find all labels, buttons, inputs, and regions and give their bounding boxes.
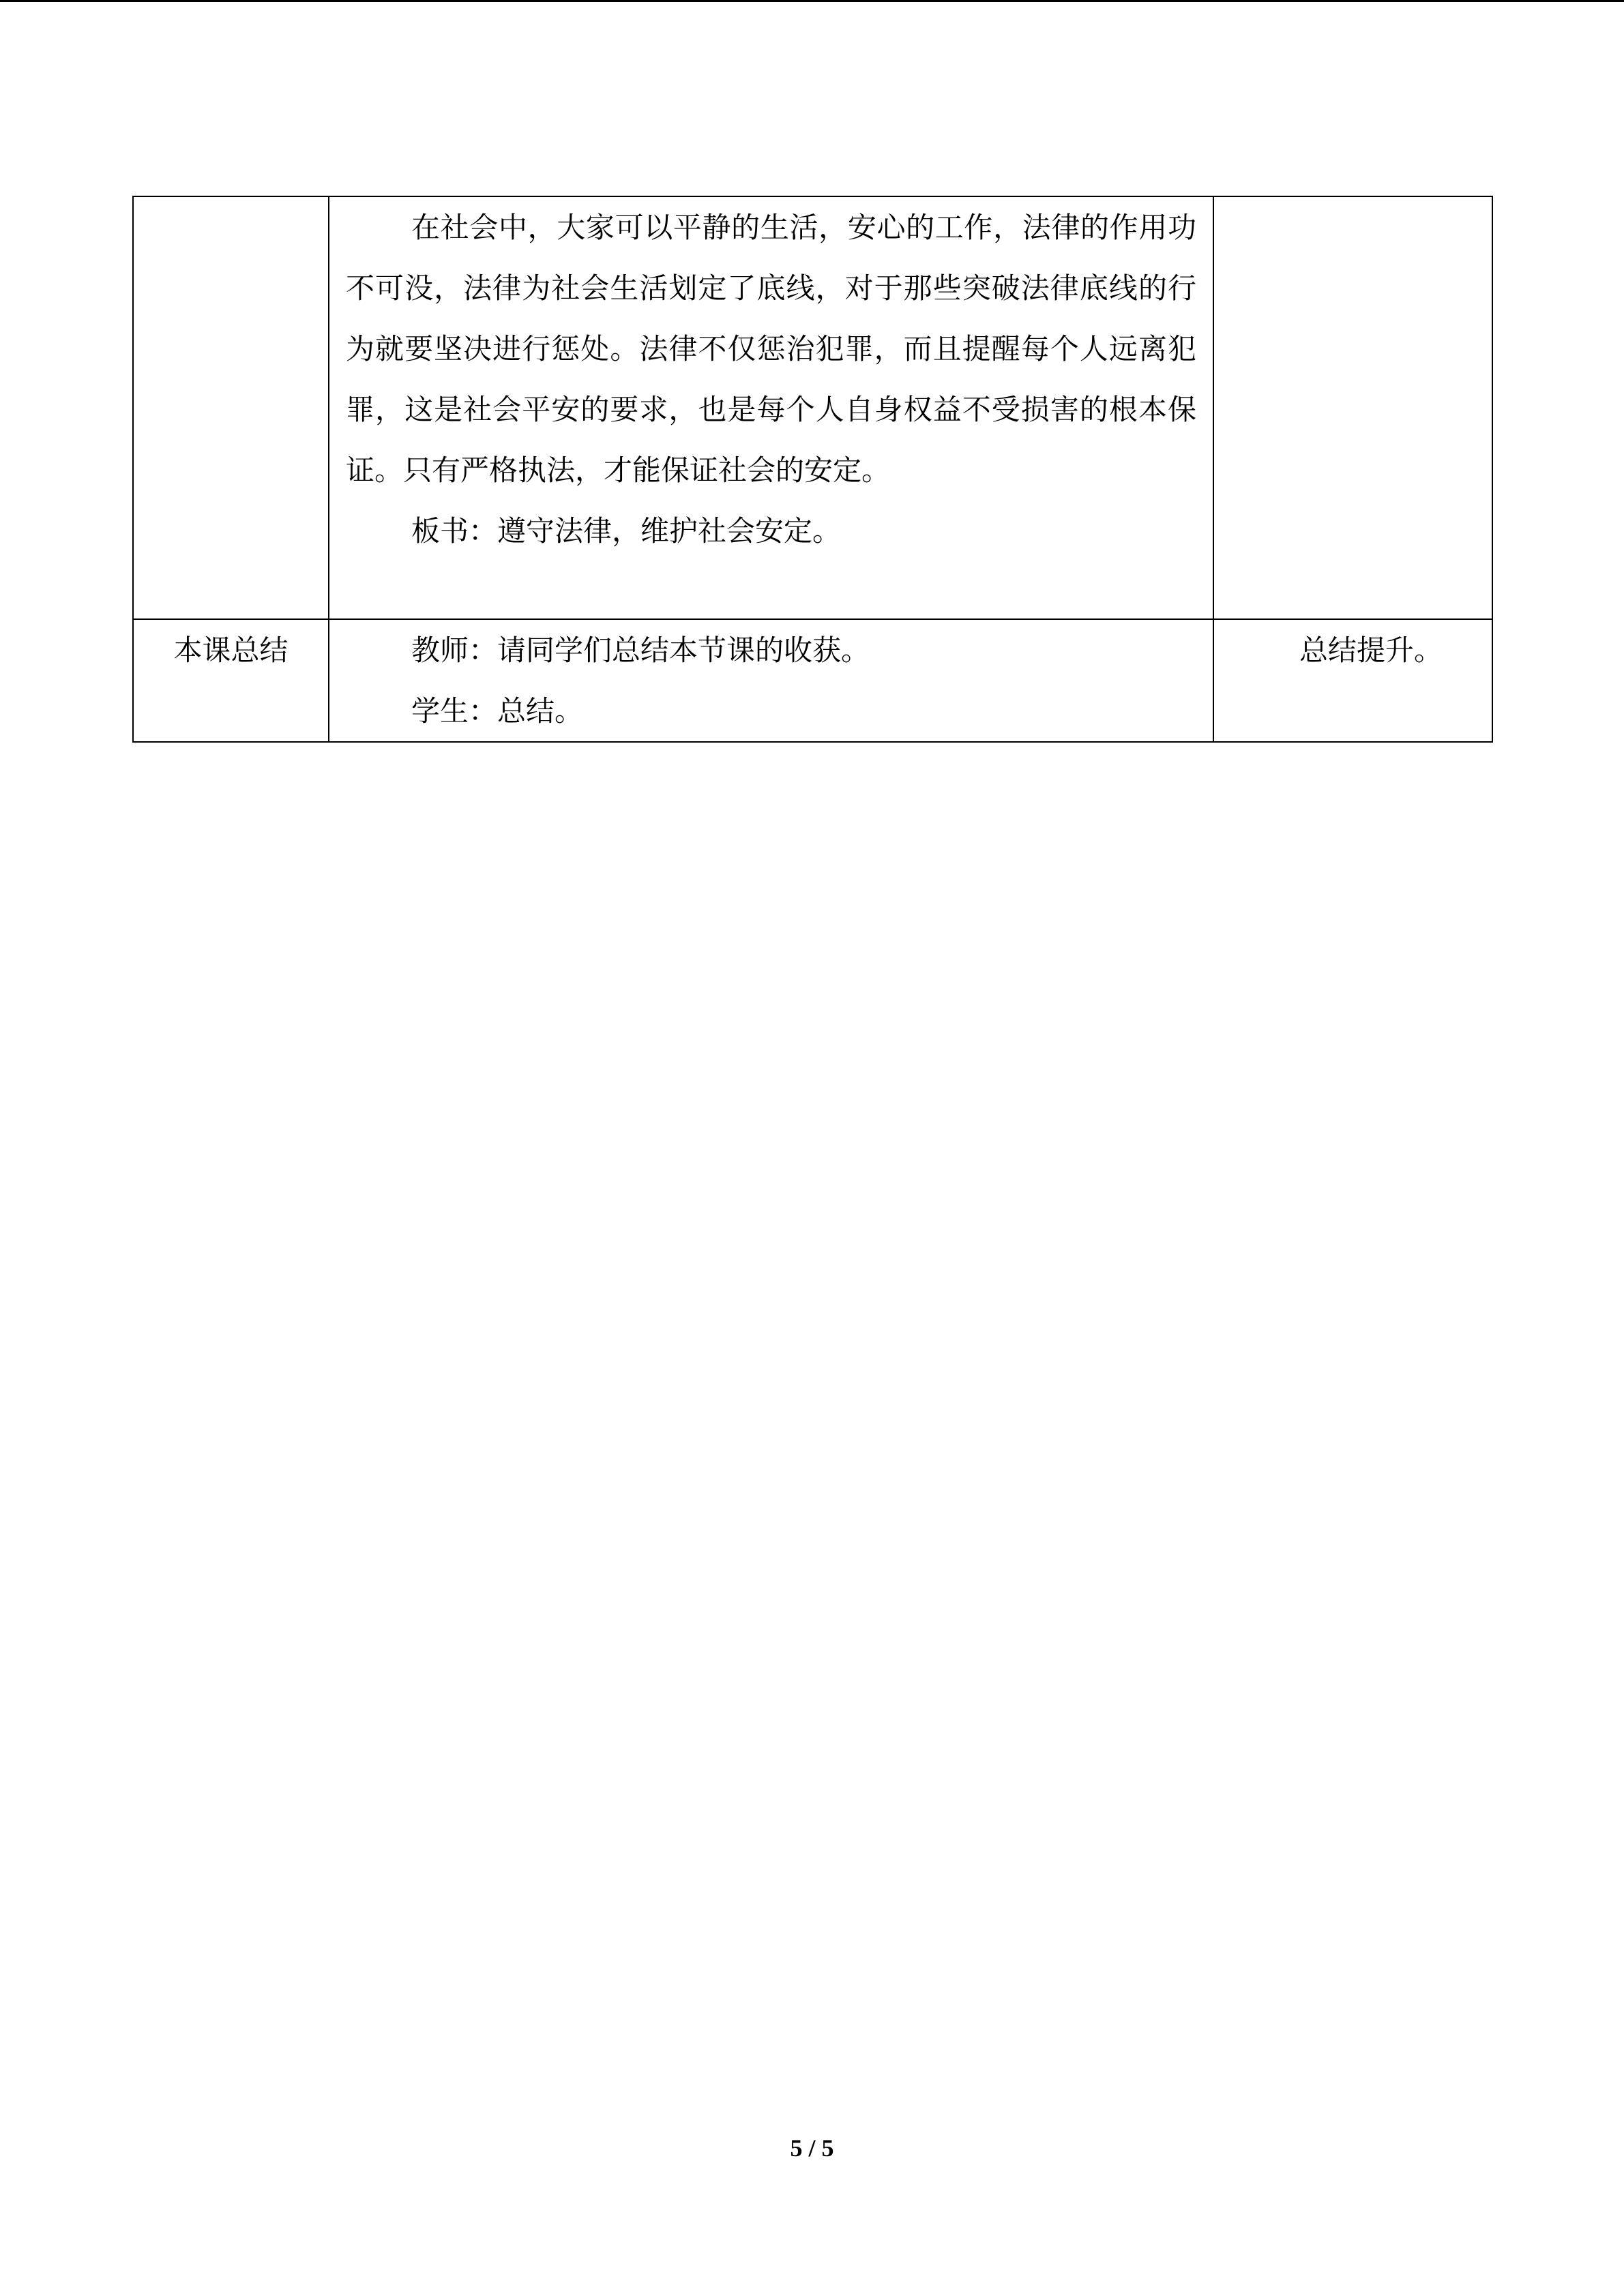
table-row: [133, 619, 1492, 742]
note-cell: [1213, 196, 1492, 619]
content-cell: [329, 619, 1213, 742]
design-intent: 总结提升。: [1299, 633, 1443, 667]
lesson-plan-table: [132, 196, 1493, 743]
table-row: [133, 196, 1492, 619]
teacher-line: 教师：请同学们总结本节课的收获。: [411, 633, 870, 667]
stage-label-cell: [133, 196, 329, 619]
note-cell: [1213, 619, 1492, 742]
page-top-border: [0, 0, 1624, 2]
page-number: 5 / 5: [790, 2134, 834, 2162]
content-paragraph: 在社会中，大家可以平静的生活，安心的工作，法律的作用功不可没，法律为社会生活划定了底线，对于那些突破法律底线的行为就要坚决进行惩处。法律不仅惩治犯罪，而且提醒每个人远离犯罪，这是社会平安的要求，也是每个人自身权益不受损害的根本保证。只有严格执法，才能保证社会的安定。: [346, 211, 1196, 487]
content-cell: [329, 196, 1213, 619]
student-line: 学生：总结。: [411, 694, 584, 728]
blackboard-note: 板书：遵守法律，维护社会安定。: [411, 514, 842, 548]
stage-label: 本课总结: [173, 633, 289, 667]
stage-label-cell: [133, 619, 329, 742]
